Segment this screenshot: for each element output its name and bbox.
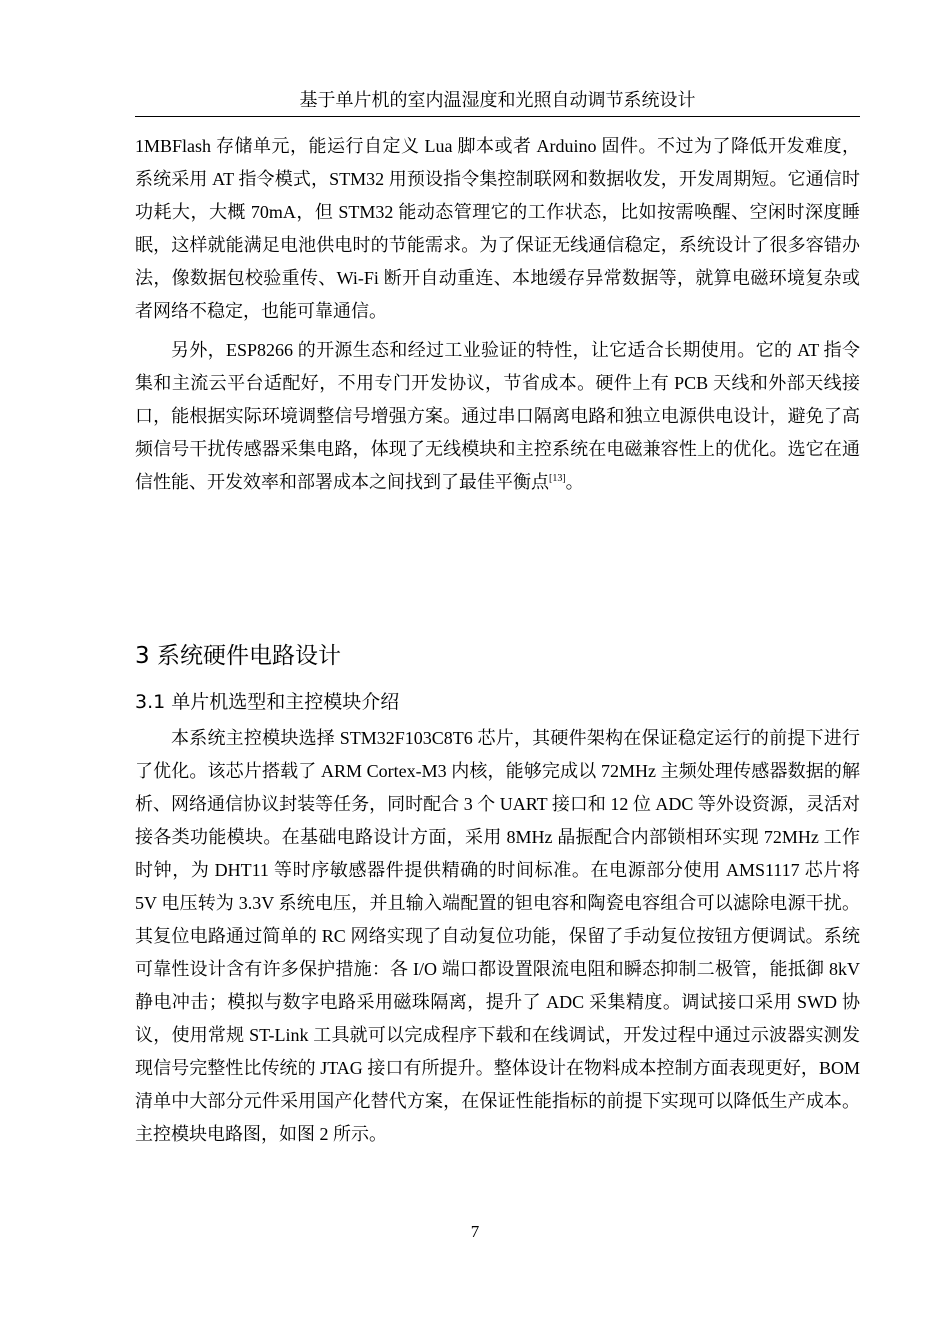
subsection-title: 3.1 单片机选型和主控模块介绍: [135, 691, 400, 713]
paragraph-esp8266-features: 1MBFlash 存储单元，能运行自定义 Lua 脚本或者 Arduino 固件。不过为了降低开发难度，系统采用 AT 指令模式，STM32 用预设指令集控制联网和数据收发，开发周期短。它通信时功耗大，大概 70mA，但 STM32 能动态管理它的工作状态，比如按需唤醒、空闲时深度睡眠，这样就能满足电池供电时的节能需求。为了保证无线通信稳定，系统设计了很多容错办法，像数据包校验重传、Wi-Fi 断开自动重连、本地缓存异常数据等，就算电磁环境复杂或者网络不稳定，也能可靠通信。: [135, 136, 860, 321]
paragraph-mcu-selection: 本系统主控模块选择 STM32F103C8T6 芯片，其硬件架构在保证稳定运行的前提下进行了优化。该芯片搭载了 ARM Cortex-M3 内核，能够完成以 72MHz 主频处理传感器数据的解析、网络通信协议封装等任务，同时配合 3 个 UART 接口和 12 位 ADC 等外设资源，灵活对接各类功能模块。在基础电路设计方面，采用 8MHz 晶振配合内部锁相环实现 72MHz 工作时钟，为 DHT11 等时序敏感器件提供精确的时间标准。在电源部分使用 AMS1117 芯片将 5V 电压转为 3.3V 系统电压，并且输入端配置的钽电容和陶瓷电容组合可以滤除电源干扰。其复位电路通过简单的 RC 网络实现了自动复位功能，保留了手动复位按钮方便调试。系统可靠性设计含有许多保护措施：各 I/O 端口都设置限流电阻和瞬态抑制二极管，能抵御 8kV 静电冲击；模拟与数字电路采用磁珠隔离，提升了 ADC 采集精度。调试接口采用 SWD 协议，使用常规 ST-Link 工具就可以完成程序下载和在线调试，开发过程中通过示波器实测发现信号完整性比传统的 JTAG 接口有所提升。整体设计在物料成本控制方面表现更好，BOM 清单中大部分元件采用国产化替代方案，在保证性能指标的前提下实现可以降低生产成本。主控模块电路图，如图 2 所示。: [135, 728, 860, 1144]
citation: [13]: [549, 473, 566, 484]
paragraph-esp8266-ecosystem: [135, 334, 860, 499]
paragraph-end: 。: [565, 472, 584, 492]
paragraph-text: 另外，ESP8266 的开源生态和经过工业验证的特性，让它适合长期使用。它的 AT 指令集和主流云平台适配好，不用专门开发协议，节省成本。硬件上有 PCB 天线和外部天线接口，能根据实际环境调整信号增强方案。通过串口隔离电路和独立电源供电设计，避免了高频信号干扰传感器采集电路，体现了无线模块和主控系统在电磁兼容性上的优化。选它在通信性能、开发效率和部署成本之间找到了最佳平衡点: [135, 340, 860, 492]
running-header: 基于单片机的室内温湿度和光照自动调节系统设计: [299, 90, 696, 110]
header-rule: [135, 116, 860, 117]
page-number: 7: [470, 1222, 480, 1241]
section-title: 3 系统硬件电路设计: [135, 643, 341, 669]
